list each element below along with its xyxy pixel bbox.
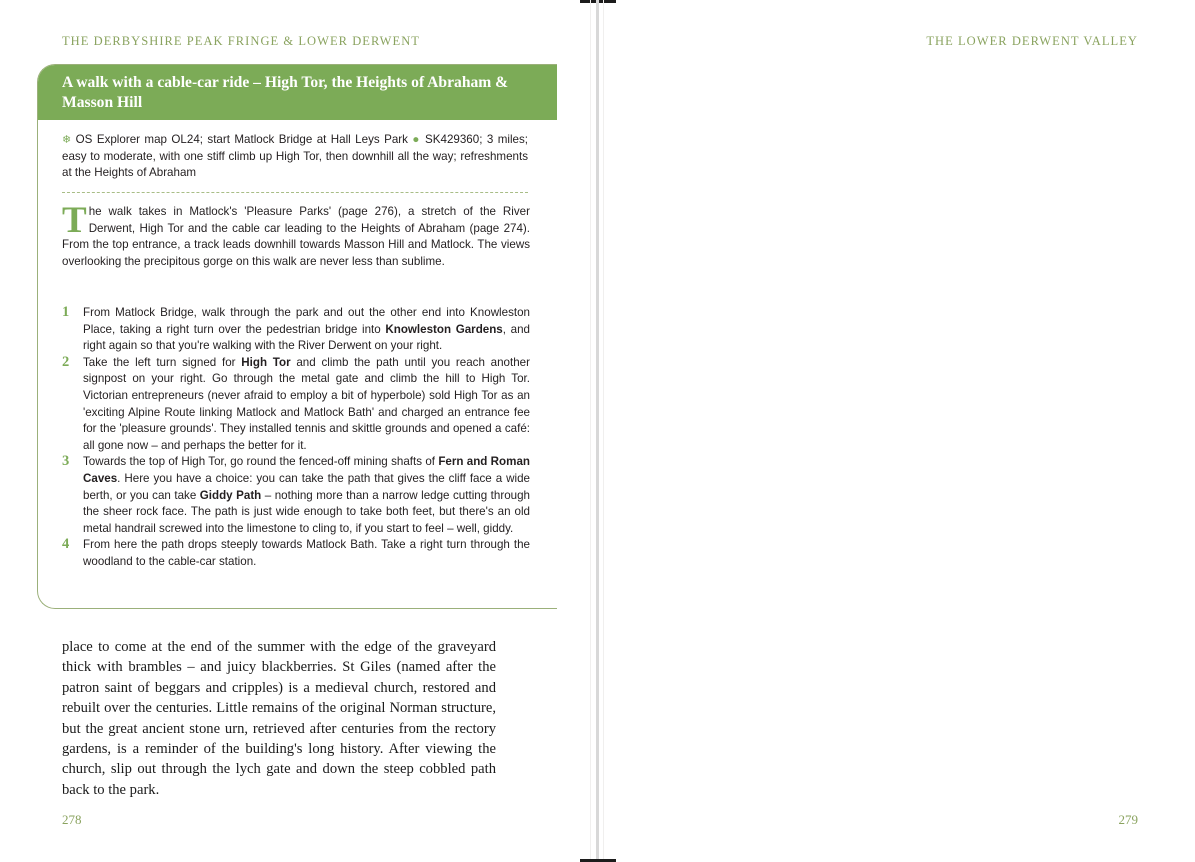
walk-title: A walk with a cable-car ride – High Tor, the Heights of Abraham & Masson Hill [62, 74, 509, 111]
dashed-divider [62, 192, 528, 193]
page-right [600, 0, 1195, 862]
map-pin-icon: ● [412, 133, 421, 146]
running-head-right: THE LOWER DERWENT VALLEY [926, 34, 1138, 48]
walk-step-text: From here the path drops steeply towards Matlock Bath. Take a right turn through the woodland to the cable-car station. [83, 538, 530, 568]
walk-step-number: 1 [62, 304, 70, 320]
running-head-left: THE DERBYSHIRE PEAK FRINGE & LOWER DERWENT [62, 34, 420, 48]
walk-info-strip [62, 132, 528, 182]
walk-step-text: Take the left turn signed for High Tor and climb the path until you reach another signpost on your right. Go through the metal gate and climb the hill to High Tor. Victorian entrepreneurs (never afraid to employ a bit of hyperbole) sold High Tor as an 'exciting Alpine Route linking Matlock and Matlock Bath' and charged an entrance fee for the 'pleasure grounds'. They installed tennis and skittle grounds and opened a café: all gone now – and perhaps the better for it. [83, 355, 530, 452]
walk-step-number: 4 [62, 536, 70, 553]
walk-step-1 [62, 305, 530, 355]
walk-box-left [37, 64, 557, 609]
left-body-paragraph: place to come at the end of the summer with the edge of the graveyard thick with brambles – and juicy blackberries. St Giles (named after the patron saint of beggars and cripples) is a medieval church, restored and rebuilt over the centuries. Little remains of the original Norman structure, but the great ancient stone urn, retrieved after centuries from the rectory gardens, is a reminder of the building's long history. After viewing the church, slip out through the lych gate and down the steep cobbled path back to the park. [62, 639, 496, 798]
walk-info-part1: OS Explorer map OL24; start Matlock Bridge at Hall Leys Park [75, 133, 408, 146]
walk-step-4 [62, 537, 530, 570]
left-column-body [62, 637, 496, 800]
flower-icon: ❄ [62, 134, 72, 146]
walk-step-number: 2 [62, 353, 70, 370]
walk-info-grid: SK429360; 3 miles; easy to moderate, with one stiff climb up High Tor, then downhill all the way; refreshments at the Heights of Abraham [62, 133, 528, 180]
walk-intro-text: he walk takes in Matlock's 'Pleasure Parks' (page 276), a stretch of the River Derwent, High Tor and the cable car leading to the Heights of Abraham (page 274). From the top entrance, a track leads downhill towards Masson Hill and Matlock. The views overlooking the precipitous gorge on this walk are never less than sublime. [62, 205, 530, 268]
walk-box-body-left [38, 120, 557, 608]
walk-steps-left [62, 305, 530, 571]
drop-cap: T [62, 200, 87, 241]
folio-right: 279 [1118, 812, 1138, 827]
folio-left: 278 [62, 812, 82, 827]
page-left [0, 0, 595, 862]
walk-step-text: From Matlock Bridge, walk through the park and out the other end into Knowleston Place, taking a right turn over the pedestrian bridge into Knowleston Gardens, and right again so that you're walking with the River Derwent on your right. [83, 306, 530, 353]
walk-step-number: 3 [62, 453, 70, 470]
walk-step-text: Towards the top of High Tor, go round the fenced-off mining shafts of Fern and Roman Caves. Here you have a choice: you can take the path that gives the cliff face a wide berth, or you can take Giddy Path – nothing more than a narrow ledge cutting through the sheer rock face. The path is just wide enough to take both feet, but there's an old metal handrail screwed into the limestone to cling to, if you start to feel – well, giddy. [83, 455, 530, 535]
walk-step-3 [62, 454, 530, 537]
walk-intro [62, 200, 530, 270]
walk-step-2 [62, 355, 530, 455]
spine-line-center [596, 0, 599, 862]
